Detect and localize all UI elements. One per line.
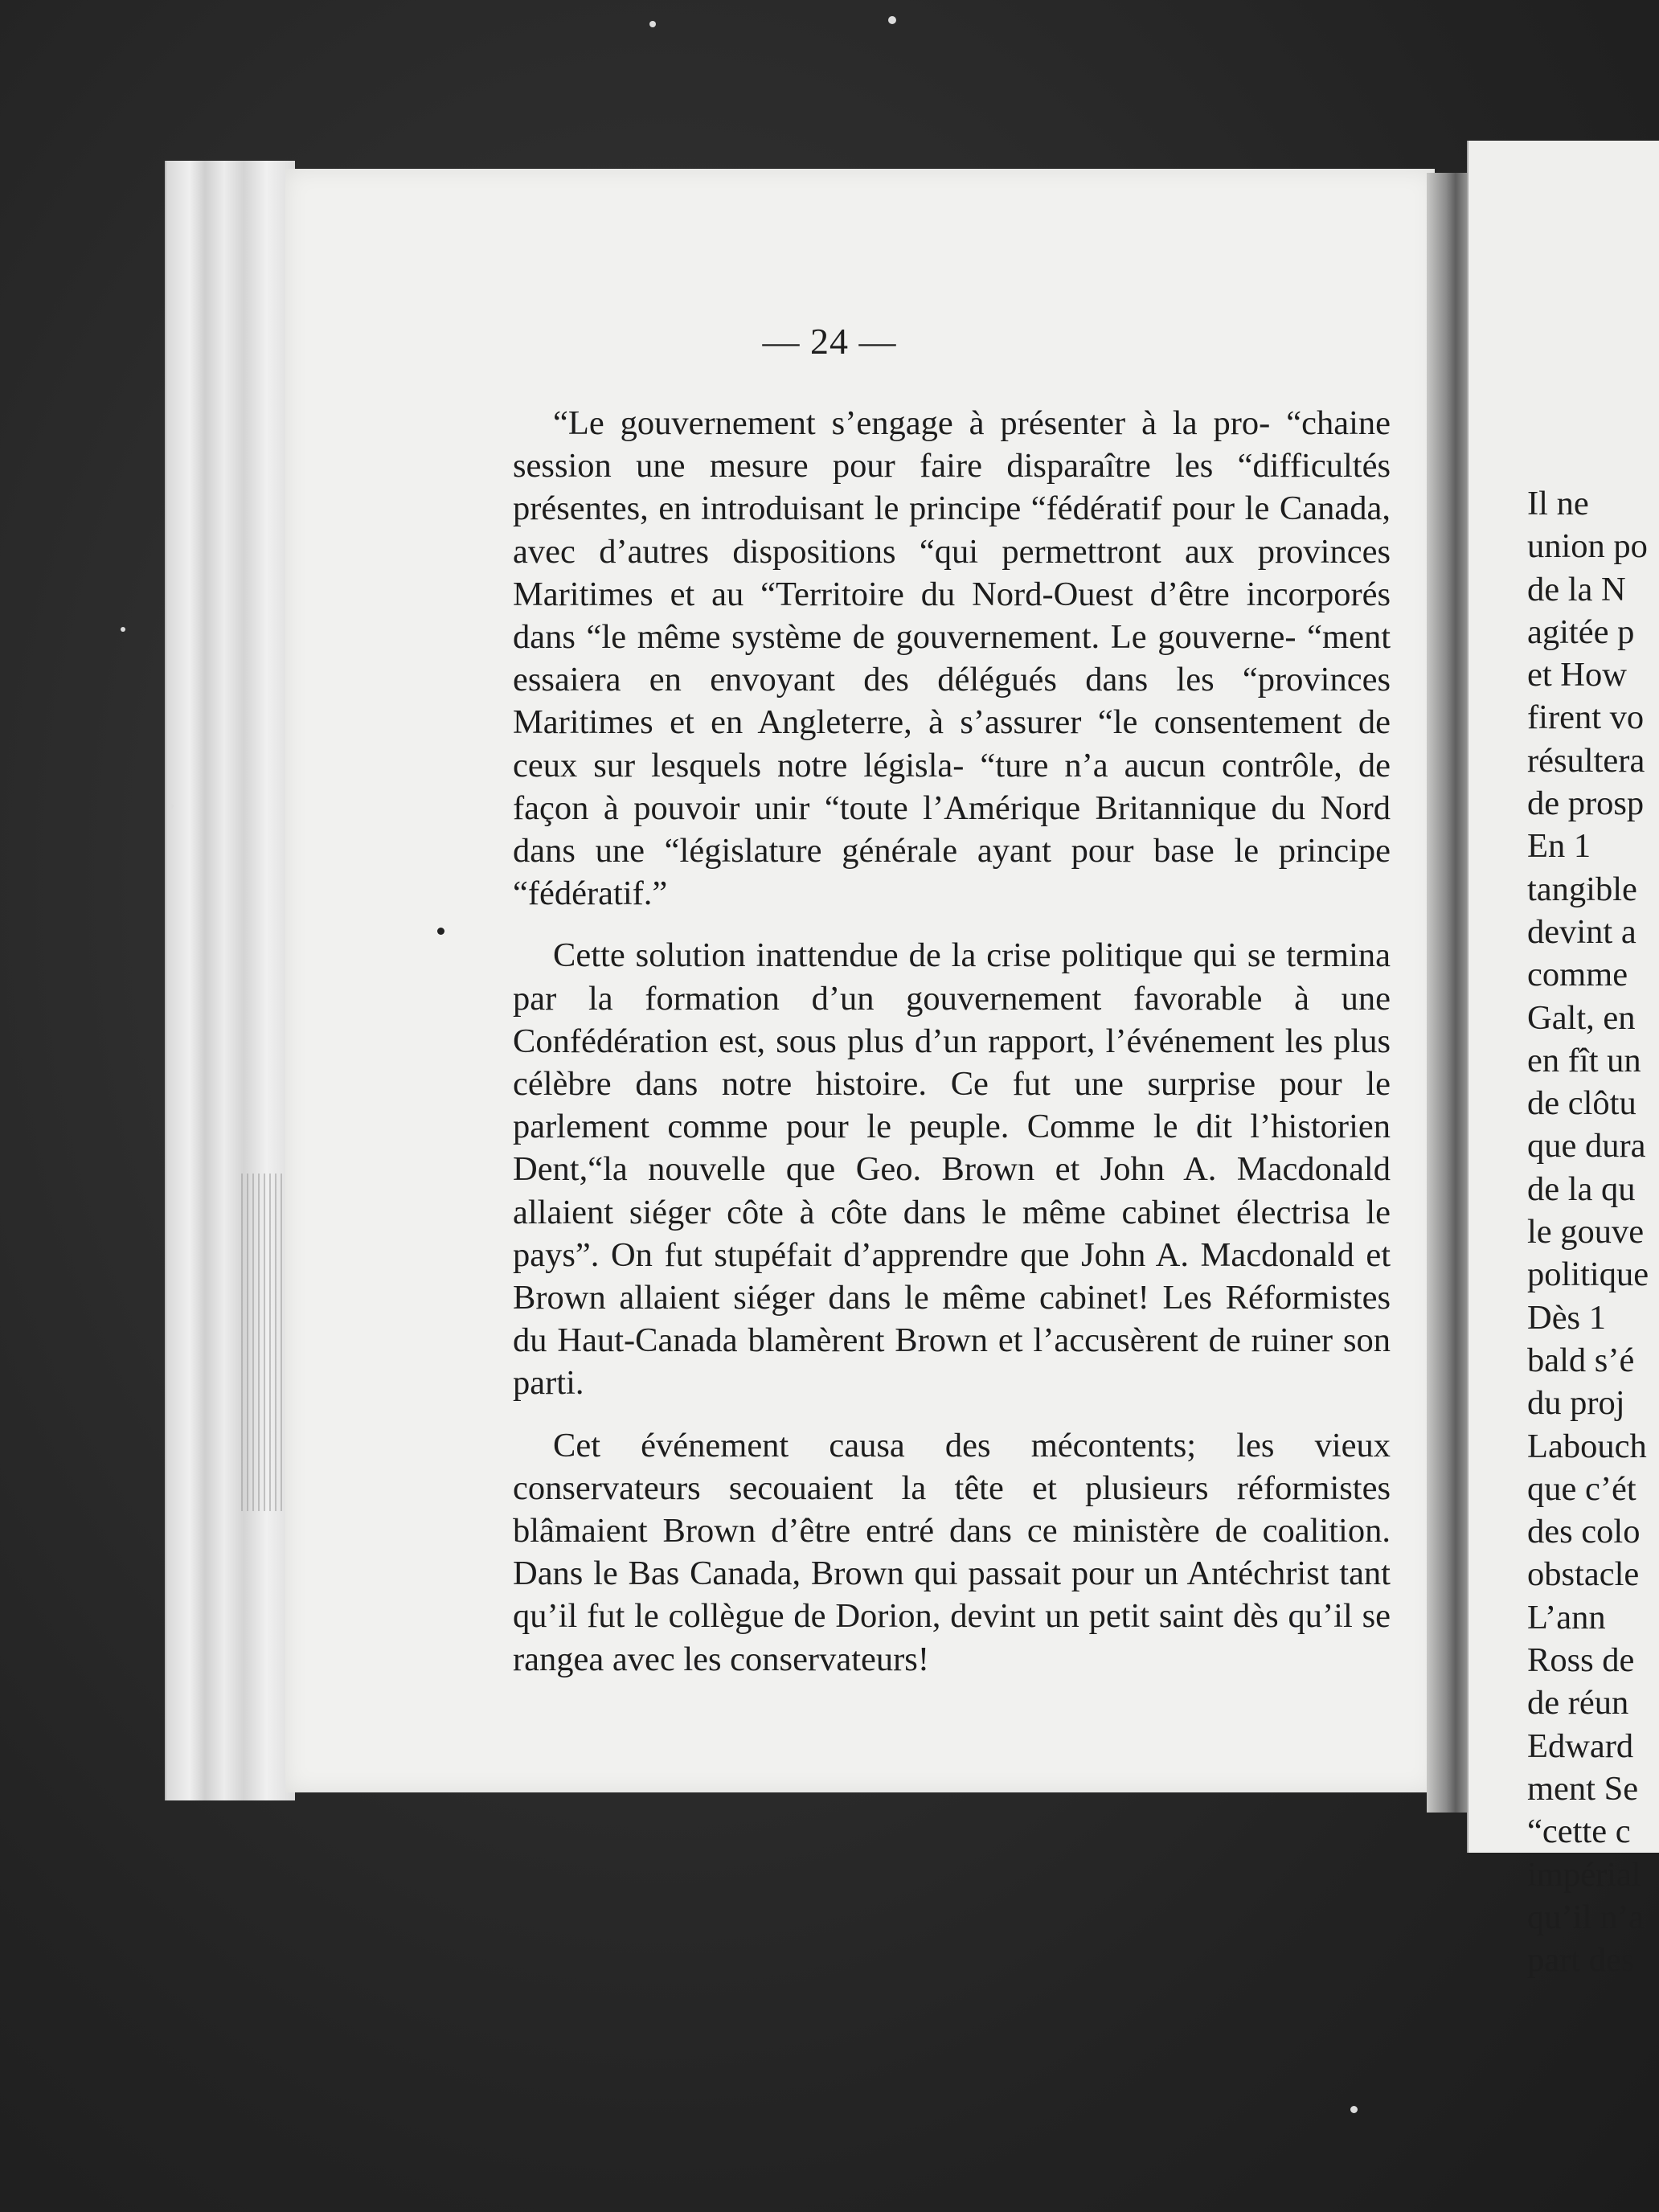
right-line: Edward xyxy=(1527,1727,1634,1765)
right-line: comme xyxy=(1527,956,1628,994)
right-line: qu’il n’a xyxy=(1527,1898,1645,1936)
dust-speck xyxy=(1350,2106,1358,2113)
page-stack-edges xyxy=(165,161,295,1800)
right-line: devint a xyxy=(1527,912,1636,951)
right-line: union po xyxy=(1527,527,1648,566)
right-line: de réun xyxy=(1527,1684,1629,1722)
right-page-text xyxy=(1527,482,1659,1981)
right-line: obstacle xyxy=(1527,1555,1640,1594)
right-line: agitée p xyxy=(1527,612,1635,651)
right-line: impérial xyxy=(1527,1855,1641,1894)
right-line: de clôtu xyxy=(1527,1084,1636,1123)
right-line: Dès 1 xyxy=(1527,1298,1606,1337)
right-line: ment Se xyxy=(1527,1769,1639,1808)
right-line: de la N xyxy=(1527,570,1626,608)
right-line: Il ne xyxy=(1527,485,1589,522)
quote-paragraph: “Le gouvernement s’engage à présenter à la pro- “chaine session une mesure pour faire disparaître les “difficultés présentes, en introduisant le principe “fédératif pour le Canada, avec d’autres dispositions “qui permettront aux provinces Maritimes et au “Territoire du Nord-Ouest d’être incorporés dans “le même système de gouvernement. Le gouverne- “ment essaiera en envoyant des délégués dans les “provinces Maritimes et en Angleterre, à s’assurer “le consentement de ceux sur lesquels notre législa- “ture n’a aucun contrôle, de façon à pouvoir unir “toute l’Amérique Britannique du Nord dans une “législature générale ayant pour base le principe “fédératif.” xyxy=(513,404,1391,913)
paragraph-3: Cet événement causa des mécontents; les vieux conservateurs secouaient la tête et plusieurs réformistes blâmaient Brown d’être entré dans ce ministère de coalition. Dans le Bas Canada, Brown qui passait pour un Antéchrist tant qu’il fut le collègue de Dorion, devint un petit saint dès qu’il se rangea avec les conservateurs! xyxy=(513,1426,1391,1678)
right-line: que dura xyxy=(1527,1127,1646,1165)
right-line: bald s’é xyxy=(1527,1341,1635,1379)
paragraph-2: Cette solution inattendue de la crise politique qui se termina par la formation d’un gouvernement favorable à une Confédération est, sous plus d’un rapport, l’événement les plus célèbre dans notre histoire. Ce fut une surprise pour le parlement comme pour le peuple. Comme le dit l’historien Dent,“la nouvelle que Geo. Brown et John A. Macdonald allaient siéger côte à côte dans le même cabinet électrisa le pays”. On fut stupéfait d’apprendre que John A. Macdonald et Brown allaient siéger dans le même cabinet! Les Réformistes du Haut-Canada blamèrent Brown et l’accusèrent de ruiner son parti. xyxy=(513,936,1391,1403)
right-line: “cette c xyxy=(1527,1813,1631,1851)
right-line: L’ann xyxy=(1527,1598,1606,1636)
right-line: de prosp xyxy=(1527,784,1645,823)
right-line: Galt, en xyxy=(1527,998,1636,1037)
dust-speck xyxy=(649,21,656,27)
right-line: Labouch xyxy=(1527,1427,1647,1465)
right-line: de la qu xyxy=(1527,1169,1636,1208)
right-line: part des xyxy=(1527,1941,1635,1980)
right-line: Ross de xyxy=(1527,1641,1635,1680)
dust-speck xyxy=(169,804,174,809)
right-line: En 1 xyxy=(1527,827,1591,866)
right-line: résultera xyxy=(1527,741,1645,780)
right-line: le gouve xyxy=(1527,1213,1645,1251)
right-line: des colo xyxy=(1527,1513,1641,1551)
right-line: du proj xyxy=(1527,1384,1625,1423)
right-line: tangible xyxy=(1527,870,1637,908)
right-line: politique xyxy=(1527,1256,1649,1294)
dust-speck xyxy=(888,16,896,24)
margin-dot xyxy=(437,928,444,935)
dust-speck xyxy=(121,627,125,632)
page-number: — 24 — xyxy=(762,321,897,362)
right-line: en fît un xyxy=(1527,1041,1641,1079)
right-line: que c’ét xyxy=(1527,1469,1636,1508)
left-page-text xyxy=(513,402,1391,1681)
right-line: firent vo xyxy=(1527,698,1645,737)
right-line: et How xyxy=(1527,656,1627,694)
